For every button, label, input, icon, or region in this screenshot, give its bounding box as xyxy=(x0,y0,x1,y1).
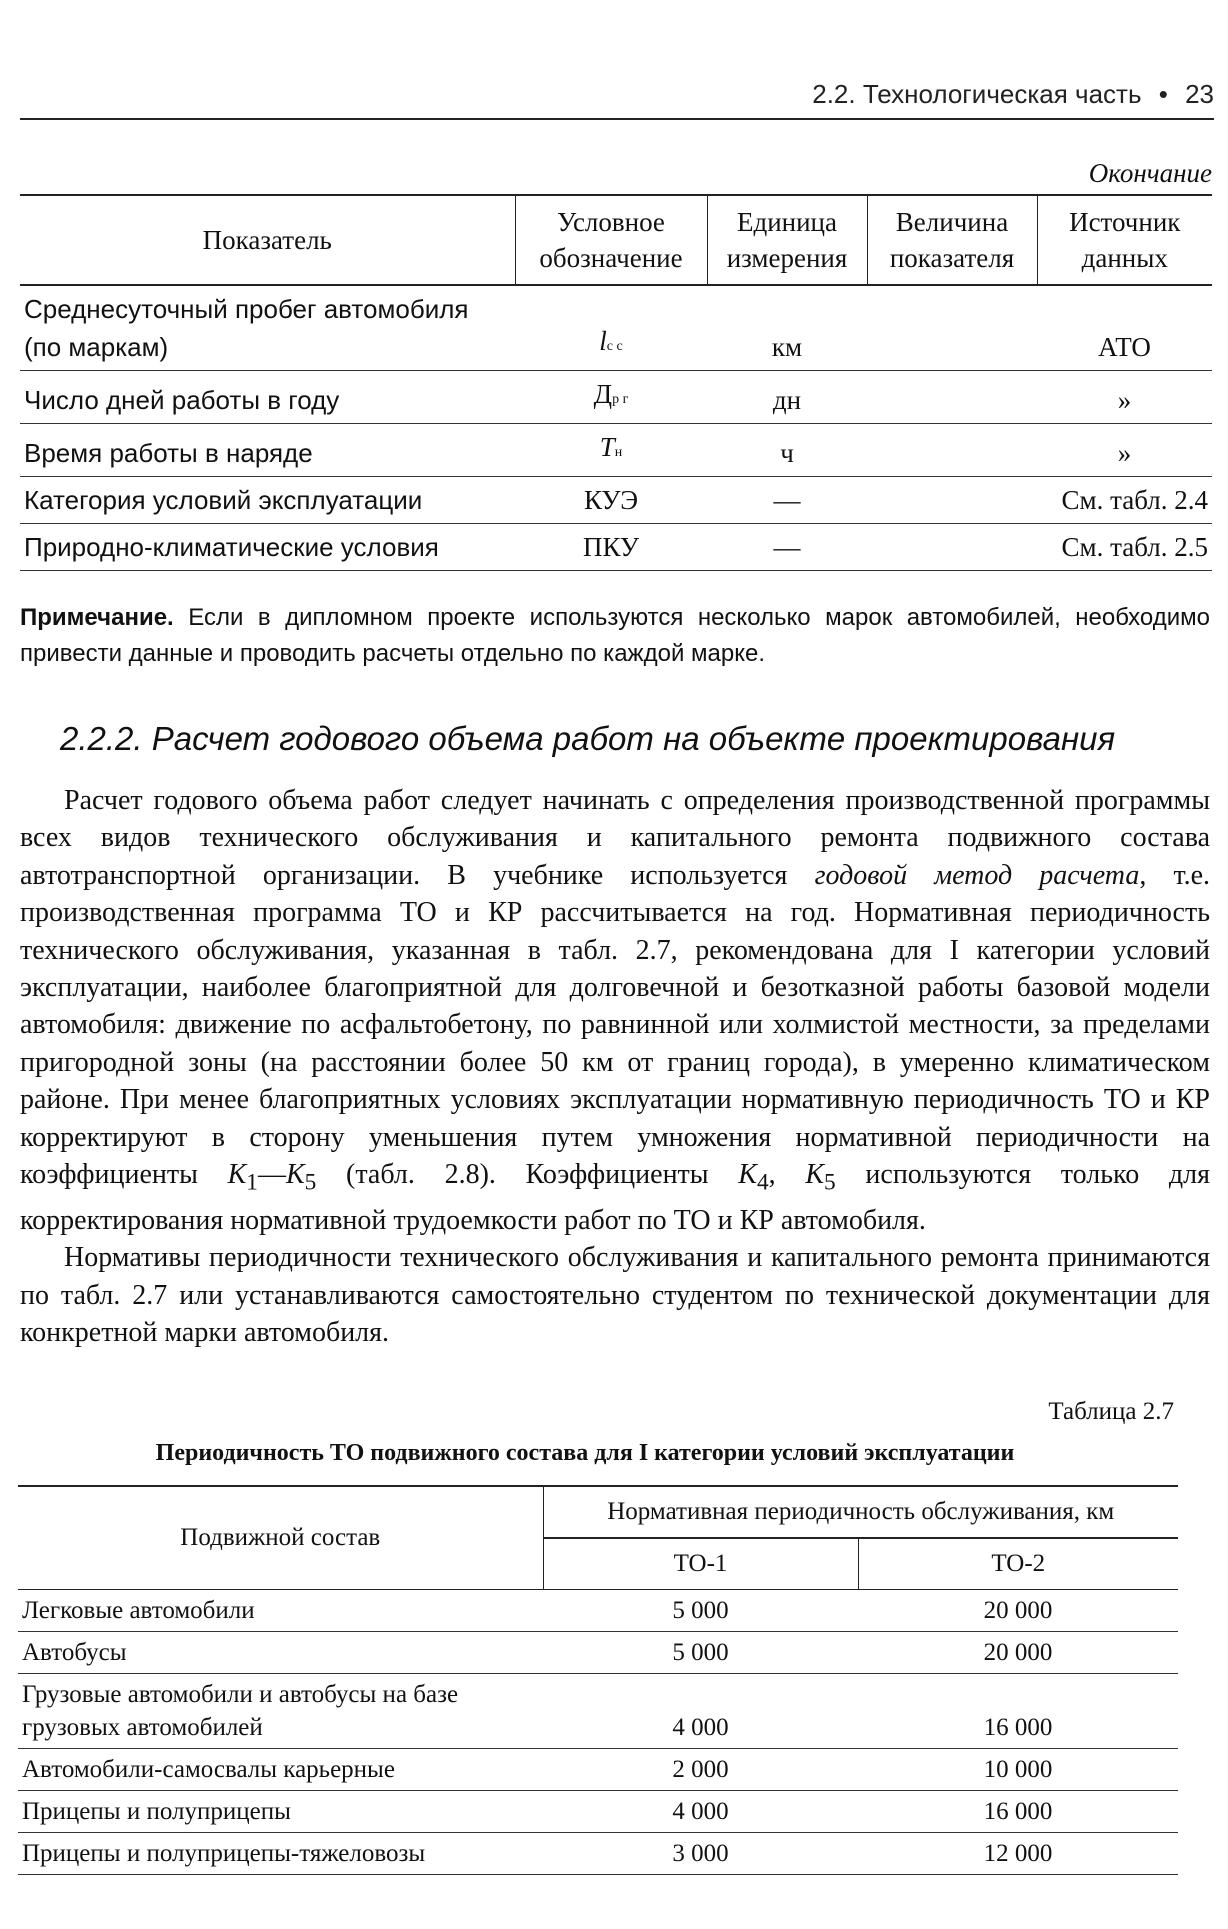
table-row xyxy=(20,477,1212,524)
row-value xyxy=(867,424,1037,477)
vehicle-cell: Автомобили-самосвалы карьерные xyxy=(18,1749,543,1791)
row-unit: дн xyxy=(707,371,867,424)
col-vehicle: Подвижной состав xyxy=(18,1486,543,1590)
to1-cell: 5 000 xyxy=(543,1632,858,1674)
to1-cell: 4 000 xyxy=(543,1674,858,1749)
section-heading: 2.2.2. Расчет годового объема работ на объекте проектирования xyxy=(60,720,1116,757)
page-number: 23 xyxy=(1185,79,1214,109)
vehicle-cell: Прицепы и полуприцепы xyxy=(18,1791,543,1833)
running-header xyxy=(20,70,1214,120)
row-source: См. табл. 2.4 xyxy=(1037,477,1212,524)
col-symbol: Условное обозначение xyxy=(515,195,707,285)
row-unit: — xyxy=(707,524,867,571)
row-indicator: Категория условий эксплуатации xyxy=(20,477,515,524)
col-unit: Единица измерения xyxy=(707,195,867,285)
vehicle-cell: Легковые автомобили xyxy=(18,1590,543,1632)
row-source: » xyxy=(1037,424,1212,477)
table-row xyxy=(18,1674,1178,1749)
to2-cell: 20 000 xyxy=(858,1632,1178,1674)
col-source: Источник данных xyxy=(1037,195,1212,285)
to2-cell: 10 000 xyxy=(858,1749,1178,1791)
table-row xyxy=(18,1632,1178,1674)
table-row xyxy=(20,285,1212,371)
body-text xyxy=(20,782,1210,1352)
note xyxy=(20,600,1210,672)
row-symbol: ПКУ xyxy=(515,524,707,571)
to2-cell: 16 000 xyxy=(858,1791,1178,1833)
table-row xyxy=(18,1590,1178,1632)
row-indicator: Число дней работы в году xyxy=(20,371,515,424)
table-number: Таблица 2.7 xyxy=(1048,1398,1174,1425)
row-symbol: Др г xyxy=(515,371,707,424)
vehicle-cell: Прицепы и полуприцепы-тяжеловозы xyxy=(18,1833,543,1875)
indicators-table-header xyxy=(20,195,1212,285)
row-symbol: lс с xyxy=(515,285,707,371)
row-source: См. табл. 2.5 xyxy=(1037,524,1212,571)
row-indicator: Время работы в наряде xyxy=(20,424,515,477)
col-value: Величина показателя xyxy=(867,195,1037,285)
to2-cell: 16 000 xyxy=(858,1674,1178,1749)
row-unit: — xyxy=(707,477,867,524)
header-bullet: • xyxy=(1158,79,1168,109)
col-indicator: Показатель xyxy=(20,195,515,285)
row-source: АТО xyxy=(1037,285,1212,371)
row-value xyxy=(867,524,1037,571)
running-title: 2.2. Технологическая часть xyxy=(812,79,1142,109)
vehicle-cell: Грузовые автомобили и автобусы на базе грузовых автомобилей xyxy=(18,1674,543,1749)
row-value xyxy=(867,477,1037,524)
table-row xyxy=(20,524,1212,571)
to2-cell: 12 000 xyxy=(858,1833,1178,1875)
indicators-table xyxy=(20,194,1212,571)
table-row xyxy=(18,1791,1178,1833)
to1-cell: 2 000 xyxy=(543,1749,858,1791)
to1-cell: 3 000 xyxy=(543,1833,858,1875)
to1-cell: 4 000 xyxy=(543,1791,858,1833)
table-row xyxy=(18,1833,1178,1875)
row-unit: км xyxy=(707,285,867,371)
header-right xyxy=(812,79,1214,110)
row-source: » xyxy=(1037,371,1212,424)
row-symbol: Tн xyxy=(515,424,707,477)
table-continuation-label: Окончание xyxy=(1088,158,1212,188)
vehicle-cell: Автобусы xyxy=(18,1632,543,1674)
note-text: Если в дипломном проекте используются несколько марок автомобилей, необходимо привести данные и проводить расчеты отдельно по каждой марке. xyxy=(20,604,1210,667)
table-row xyxy=(18,1749,1178,1791)
table-row xyxy=(20,371,1212,424)
maintenance-table xyxy=(18,1485,1178,1875)
col-group-periodicity: Нормативная периодичность обслуживания, км xyxy=(543,1486,1178,1538)
row-value xyxy=(867,371,1037,424)
paragraph-1: Расчет годового объема работ следует начинать с определения производственной программы всех видов технического обслуживания и капитального ремонта подвижного состава автотранспортной организации. В учебнике используется годовой метод расчета, т.е. производственная программа ТО и КР рассчитывается на год. Нормативная периодичность технического обслуживания, указанная в табл. 2.7, рекомендована для I категории условий эксплуатации, наиболее благоприятной для долговечной и безотказной работы базовой модели автомобиля: движение по асфальтобетону, по равнинной или холмистой местности, за пределами пригородной зоны (на расстоянии более 50 км от границ города), в умеренно климатическом районе. При менее благоприятных условиях эксплуатации нормативную периодичность ТО и КР корректируют в сторону уменьшения путем умножения нормативной периодичности на коэффициенты $K_1—K_5$ (табл. 2.8). Коэффициенты $K_4$, $K_5$ используются только для корректирования нормативной трудоемкости работ по ТО и КР автомобиля. xyxy=(20,785,1211,1237)
row-unit: ч xyxy=(707,424,867,477)
to2-cell: 20 000 xyxy=(858,1590,1178,1632)
row-indicator: Среднесуточный пробег автомобиля (по маркам) xyxy=(20,285,515,371)
col-to1: ТО-1 xyxy=(543,1538,858,1590)
note-label: Примечание. xyxy=(20,604,174,631)
row-value xyxy=(867,285,1037,371)
row-indicator: Природно-климатические условия xyxy=(20,524,515,571)
paragraph-2: Нормативы периодичности технического обслуживания и капитального ремонта принимаются по табл. 2.7 или устанавливаются самостоятельно студентом по технической документации для конкретной марки автомобиля. xyxy=(20,1242,1210,1349)
to1-cell: 5 000 xyxy=(543,1590,858,1632)
row-symbol: КУЭ xyxy=(515,477,707,524)
table-row xyxy=(20,424,1212,477)
table-title: Периодичность ТО подвижного состава для I категории условий эксплуатации xyxy=(155,1440,1015,1466)
col-to2: ТО-2 xyxy=(858,1538,1178,1590)
